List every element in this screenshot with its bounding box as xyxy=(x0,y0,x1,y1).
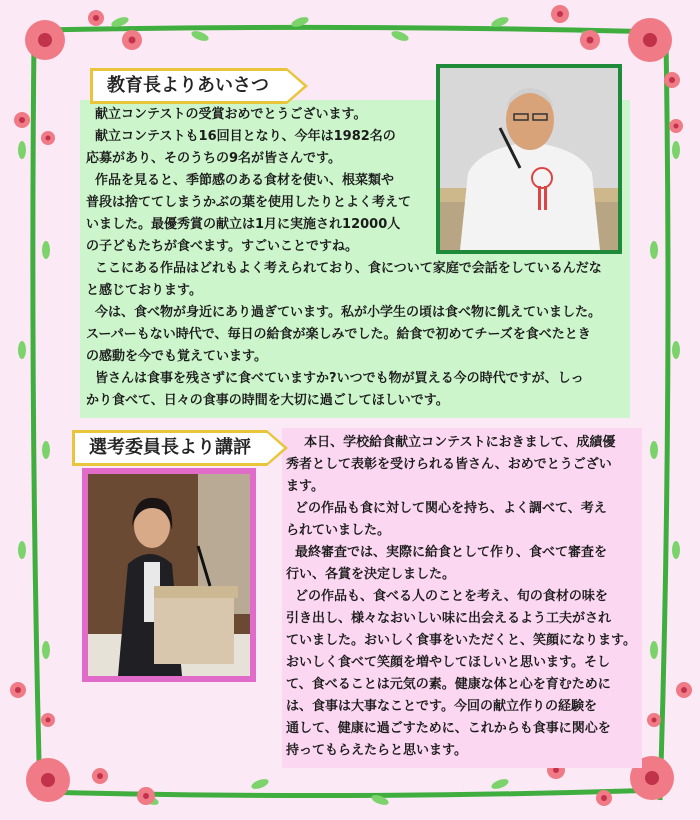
speaker-at-podium-illustration xyxy=(440,68,618,250)
greeting-line: かり食べて、日々の食事の時間を大切に過ごしてほしいです。 xyxy=(86,393,449,408)
greeting-line: の子どもたちが食べます。すごいことですね。 xyxy=(86,239,358,254)
review-line: どの作品も、食べる人のことを考え、旬の食材の味を xyxy=(286,589,608,604)
greeting-heading xyxy=(90,68,287,104)
review-line: 行い、各賞を決定しました。 xyxy=(286,567,456,582)
review-line: て、食べることは元気の素。健康な体と心を育むために xyxy=(286,677,611,692)
greeting-line: いました。最優秀賞の献立は1月に実施され12000人 xyxy=(86,217,401,232)
review-heading-text: 選考委員長より講評 xyxy=(89,437,251,458)
greeting-line: と感じております。 xyxy=(86,283,202,298)
review-heading xyxy=(72,430,267,466)
review-line: ます。 xyxy=(286,479,324,494)
review-line: 引き出し、様々なおいしい味に出会えるよう工夫がされ xyxy=(286,611,612,626)
woman-at-podium-illustration xyxy=(88,474,250,676)
review-line: られていました。 xyxy=(286,523,391,538)
greeting-line: 献立コンテストの受賞おめでとうございます。 xyxy=(86,107,367,122)
review-line: ていました。おいしく食事をいただくと、笑顔になります。 xyxy=(286,633,636,648)
greeting-heading-text: 教育長よりあいさつ xyxy=(107,75,269,96)
superintendent-photo xyxy=(436,64,622,254)
greeting-line: 皆さんは食事を残さずに食べていますか?いつでも物が買える今の時代ですが、しっ xyxy=(86,371,584,386)
greeting-line: 今は、食べ物が身近にあり過ぎています。私が小学生の頃は食べ物に飢えていました。 xyxy=(86,305,602,320)
review-line: 秀者として表彰を受けられる皆さん、おめでとうござい xyxy=(286,457,612,472)
greeting-line: の感動を今でも覚えています。 xyxy=(86,349,267,364)
review-line: おいしく食べて笑顔を増やしてほしいと思います。そし xyxy=(286,655,610,670)
greeting-line: 応募があり、そのうちの9名が皆さんです。 xyxy=(86,151,342,166)
review-line: は、食事は大事なことです。今回の献立作りの経験を xyxy=(286,699,597,714)
review-line: 最終審査では、実際に給食として作り、食べて審査を xyxy=(286,545,608,560)
greeting-line: 普段は捨ててしまうかぶの葉を使用したりとよく考えて xyxy=(86,195,412,210)
review-line: 本日、学校給食献立コンテストにおきまして、成績優 xyxy=(286,435,616,450)
greeting-line: ここにある作品はどれもよく考えられており、食について家庭で会話をしているんだな xyxy=(86,261,602,276)
greeting-line: スーパーもない時代で、毎日の給食が楽しみでした。給食で初めてチーズを食べたとき xyxy=(86,327,591,342)
review-line: どの作品も食に対して関心を持ち、よく調べて、考え xyxy=(286,501,607,516)
greeting-line: 作品を見ると、季節感のある食材を使い、根菜類や xyxy=(86,173,395,188)
review-body xyxy=(286,432,636,762)
greeting-line: 献立コンテストも16回目となり、今年は1982名の xyxy=(86,129,396,144)
review-line: 持ってもらえたらと思います。 xyxy=(286,743,467,758)
committee-chair-photo xyxy=(82,468,256,682)
review-line: 通して、健康に過ごすために、これからも食事に関心を xyxy=(286,721,611,736)
